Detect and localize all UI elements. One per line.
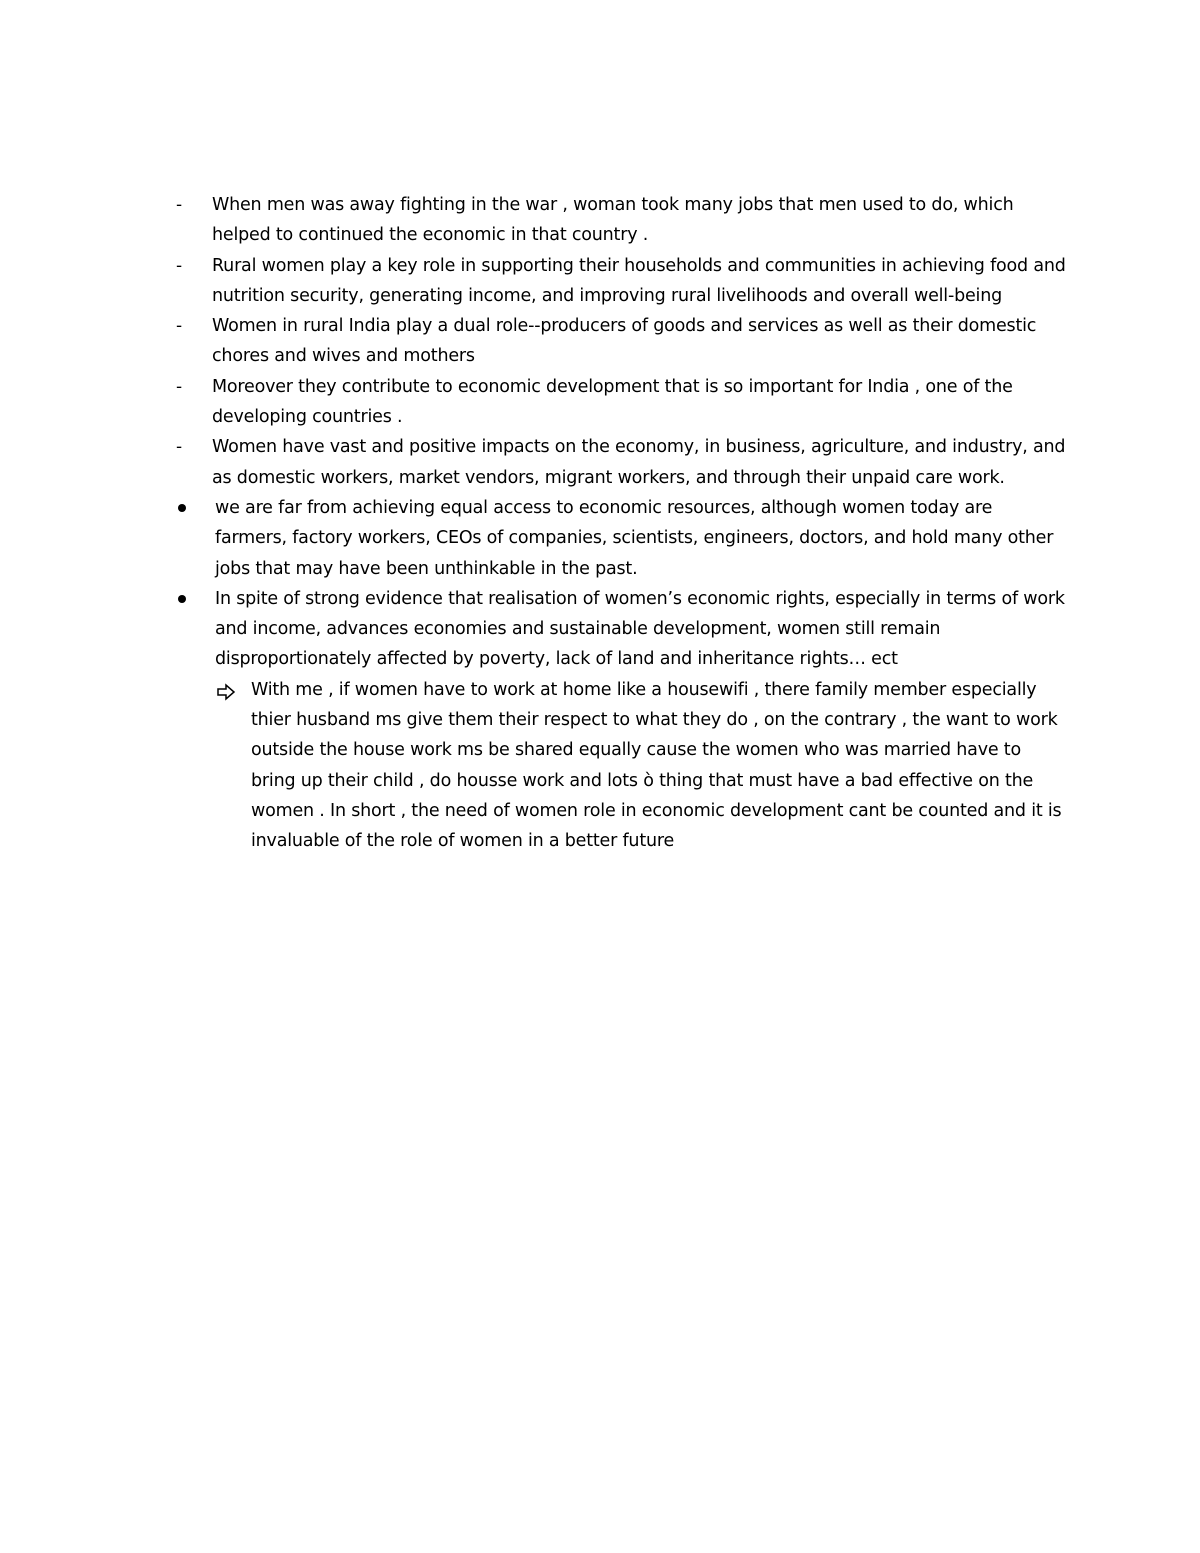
- dash-marker: -: [176, 376, 183, 397]
- list-item-text: Rural women play a key role in supporting their households and communities in achieving food and nutrition security, generating income, and improving rural livelihoods and overall well-being: [212, 255, 1066, 306]
- list-item: [0, 493, 1200, 584]
- list-item: [0, 675, 1200, 857]
- list-item: [0, 190, 1200, 251]
- list-item: [0, 372, 1200, 433]
- list-item-text: Moreover they contribute to economic development that is so important for India , one of the developing countries .: [212, 376, 1013, 428]
- list-item: [0, 584, 1200, 675]
- list-item-text: When men was away fighting in the war , woman took many jobs that men used to do, which helped to continued the economic in that country .: [212, 195, 1014, 246]
- bullet-icon: [178, 595, 186, 603]
- list-item-text: Women in rural India play a dual role--producers of goods and services as well as their domestic chores and wives and mothers: [212, 316, 1037, 367]
- arrow-right-icon: [216, 681, 236, 699]
- dash-marker: -: [176, 195, 183, 215]
- list-item-text: With me , if women have to work at home like a housewifi , there family member especially thier husband ms give them their respect to what they do , on the contrary , the want to work outside the house work ms be shared equally cause the women who was married have to bring up their child , do housse work and lots ò thing that must have a bad effective on the women . In short , the need of women role in economic development cant be counted and it is invaluable of the role of women in a better future: [251, 679, 1062, 852]
- list-item: [0, 251, 1200, 312]
- dash-marker: -: [176, 255, 183, 276]
- dash-marker: -: [176, 316, 183, 337]
- list-item-text: Women have vast and positive impacts on the economy, in business, agriculture, and industry, and as domestic workers, market vendors, migrant workers, and through their unpaid care work.: [212, 437, 1066, 488]
- list-item-text: In spite of strong evidence that realisation of women’s economic rights, especially in terms of work and income, advances economies and sustainable development, women still remain disproportionately affected by poverty, lack of land and inheritance rights… ect: [215, 588, 1065, 670]
- dash-marker: -: [176, 437, 183, 458]
- list-item: [0, 311, 1200, 372]
- notes-list: [0, 190, 1200, 857]
- bullet-icon: [178, 504, 186, 512]
- list-item: [0, 432, 1200, 493]
- list-item-text: we are far from achieving equal access to economic resources, although women today are farmers, factory workers, CEOs of companies, scientists, engineers, doctors, and hold many other jobs that may have been unthinkable in the past.: [215, 497, 1054, 579]
